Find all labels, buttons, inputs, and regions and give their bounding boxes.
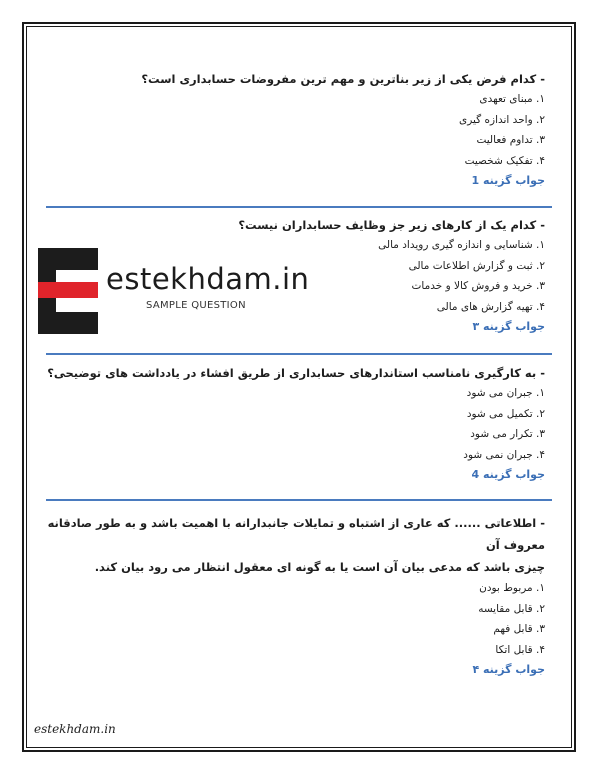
- question-1-option-3: ۳. تداوم فعالیت: [476, 134, 545, 146]
- separator-2: [46, 353, 552, 355]
- question-4-option-4: ۴. قابل اتکا: [495, 643, 545, 656]
- separator-1: [46, 206, 552, 208]
- question-2-option-4: ۴. تهیه گزارش های مالی: [436, 300, 545, 313]
- logo-brand-text: estekhdam.in: [106, 262, 310, 296]
- question-3-option-4: ۴. جبران نمی شود: [463, 448, 545, 461]
- question-2-answer: جواب گزینه ۳: [472, 320, 545, 333]
- question-4-answer: جواب گزینه ۴: [472, 663, 545, 676]
- question-3: [47, 364, 545, 485]
- question-1-option-1: ۱. مبنای تعهدی: [479, 93, 545, 105]
- question-3-title: - به کارگیری نامناسب استاندارهای حسابداری از طریق افشاء در یادداشت های توضیحی؟: [47, 366, 545, 380]
- question-3-option-3: ۳. تکرار می شود: [470, 428, 545, 440]
- question-2-option-2: ۲. ثبت و گزارش اطلاعات مالی: [408, 259, 545, 272]
- question-1: [141, 70, 545, 191]
- watermark-logo: [38, 248, 310, 334]
- question-3-option-2: ۲. تکمیل می شود: [466, 407, 545, 420]
- question-4-title-line-1: - اطلاعاتی ...... که عاری از اشتباه و تمایلات جانبدارانه با اهمیت باشد و به طور صادقانه معروف آن: [47, 516, 545, 552]
- separator-3: [46, 499, 552, 501]
- question-1-option-4: ۴. تفکیک شخصیت: [464, 154, 545, 167]
- question-1-answer: جواب گزینه 1: [471, 174, 545, 187]
- question-2-title: - کدام یک از کارهای زیر جز وظایف حسابداران نیست؟: [238, 218, 545, 232]
- question-1-option-2: ۲. واحد اندازه گیری: [458, 113, 545, 126]
- footer-site: estekhdam.in: [34, 722, 116, 736]
- question-1-title: - کدام فرض یکی از زیر بناترین و مهم ترین مفروضات حسابداری است؟: [141, 72, 545, 86]
- question-2-option-3: ۳. خرید و فروش کالا و خدمات: [411, 280, 545, 292]
- logo-tagline: SAMPLE QUESTION: [146, 300, 246, 311]
- question-4: [45, 512, 545, 680]
- question-2-option-1: ۱. شناسایی و اندازه گیری رویداد مالی: [378, 239, 545, 251]
- question-3-answer: جواب گزینه 4: [471, 468, 545, 481]
- logo-e-mark-icon: [38, 248, 98, 334]
- question-4-option-1: ۱. مربوط بودن: [479, 582, 545, 594]
- question-4-title-line-2: چیزی باشد که مدعی بیان آن است یا به گونه ای معقول انتظار می رود بیان کند.: [94, 560, 545, 574]
- question-4-option-3: ۳. قابل فهم: [493, 623, 545, 635]
- question-3-option-1: ۱. جبران می شود: [466, 387, 545, 399]
- question-4-option-2: ۲. قابل مقایسه: [478, 602, 545, 615]
